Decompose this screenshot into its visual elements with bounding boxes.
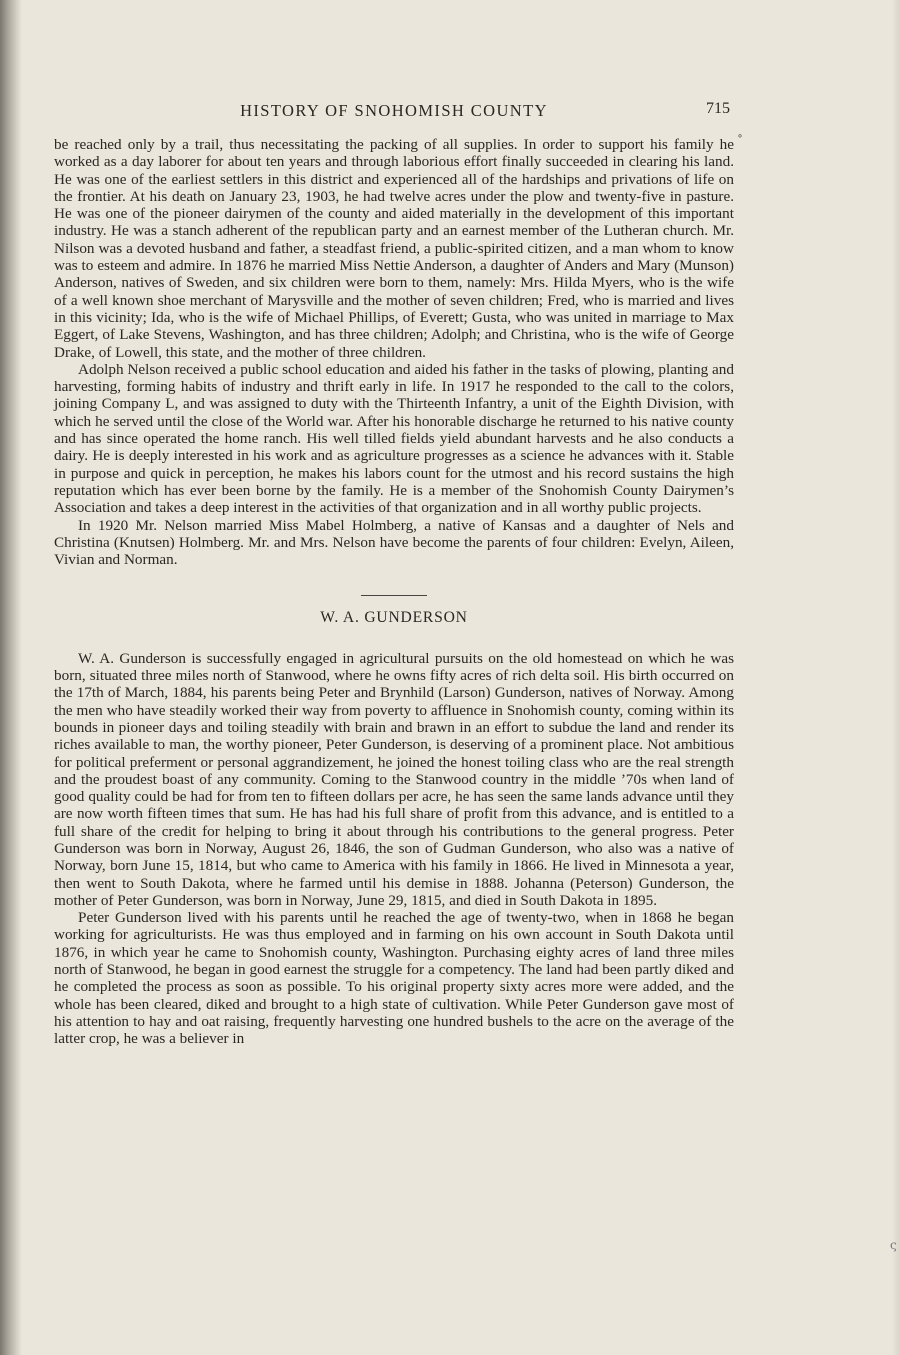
paragraph-peter-gunderson: Peter Gunderson lived with his parents until he reached the age of twenty-two, when in 1868 he began working for agriculturists. He was thus employed and in farming on his own account in South Dakota until 1876, in which year he came to Snohomish county, Washington. Purchasing eighty acres of land three miles north of Stanwood, he began in good earnest the struggle for a competency. The land had been partly diked and he completed the process as soon as possible. To his original property sixty acres more were added, and the whole has been cleared, diked and brought to a high state of cultivation. While Peter Gunderson gave most of his attention to hay and oat raising, frequently harvesting one hundred bushels to the acre on the average of the latter crop, he was a believer in — [54, 909, 734, 1048]
margin-mark: ˚ — [737, 134, 743, 148]
section-divider — [361, 595, 427, 596]
section-heading: W. A. GUNDERSON — [320, 609, 468, 627]
book-page — [54, 98, 734, 1048]
paragraph-continued: be reached only by a trail, thus necessitating the packing of all supplies. In order to support his family he worked as a day laborer for about ten years and through laborious effort finally succeeded in clearing his land. He was one of the earliest settlers in this district and experienced all of the hardships and privations of life on the frontier. At his death on January 23, 1903, he had twelve acres under the plow and twenty-five in pasture. He was one of the pioneer dairymen of the county and aided materially in the development of this important industry. He was a stanch adherent of the republican party and an earnest member of the Lutheran church. Mr. Nilson was a devoted husband and father, a steadfast friend, a public-spirited citizen, and a man whom to know was to esteem and admire. In 1876 he married Miss Nettie Anderson, a daughter of Anders and Mary (Munson) Anderson, natives of Sweden, and six children were born to them, namely: Mrs. Hilda Myers, who is the wife of a well known shoe merchant of Marysville and the mother of seven children; Fred, who is married and lives in this vicinity; Ida, who is the wife of Michael Phillips, of Everett; Gusta, who was united in marriage to Max Eggert, of Lake Stevens, Washington, and has three children; Adolph; and Christina, who is the wife of George Drake, of Lowell, this state, and the mother of three children. — [54, 136, 734, 361]
paragraph-gunderson-intro: W. A. Gunderson is successfully engaged in agricultural pursuits on the old homestead on which he was born, situated three miles north of Stanwood, where he owns fifty acres of rich delta soil. His birth occurred on the 17th of March, 1884, his parents being Peter and Brynhild (Larson) Gunderson, natives of Norway. Among the men who have steadily worked their way from poverty to affluence in Snohomish county, coming within its bounds in pioneer days and toiling steadily with brain and brawn in an effort to subdue the land and render its riches available to man, the worthy pioneer, Peter Gunderson, is deserving of a prominent place. Not ambitious for political preferment or personal aggrandizement, he joined the honest toiling class who are the real strength and the proudest boast of any community. Coming to the Stanwood country in the middle ’70s when land of good quality could be had for from ten to fifteen dollars per acre, he has seen the same lands advance until they are now worth fifteen times that sum. He has had his full share of profit from this advance, and is entitled to a full share of the credit for helping to bring it about through his contributions to the general progress. Peter Gunderson was born in Norway, August 26, 1846, the son of Gudman Gunderson, who also was a native of Norway, born June 15, 1814, but who came to America with his family in 1866. He lived in Minnesota a year, then went to South Dakota, where he farmed until his demise in 1888. Johanna (Peterson) Gunderson, the mother of Peter Gunderson, was born in Norway, June 29, 1815, and died in South Dakota in 1895. — [54, 649, 734, 909]
paragraph-adolph-nelson: Adolph Nelson received a public school education and aided his father in the tasks of plowing, planting and harvesting, forming habits of industry and thrift early in life. In 1917 he responded to the call to the colors, joining Company L, and was assigned to duty with the Thirteenth Infantry, a unit of the Eighth Division, with which he served until the close of the World war. After his honorable discharge he returned to his native county and has since operated the home ranch. His well tilled fields yield abundant harvests and he also conducts a dairy. He is deeply interested in his work and as agriculture progresses as a science he advances with it. Stable in purpose and quick in perception, he makes his labors count for the utmost and his record sustains the high reputation which has ever been borne by the family. He is a member of the Snohomish County Dairymen’s Association and takes a deep interest in the activities of that organization and in all worthy public projects. — [54, 360, 734, 517]
edge-mark: ς — [890, 1238, 897, 1252]
page-edge — [892, 0, 900, 1355]
running-title: HISTORY OF SNOHOMISH COUNTY — [240, 101, 548, 120]
binding-shadow — [0, 0, 22, 1355]
running-head — [54, 98, 734, 120]
paragraph-nelson-marriage: In 1920 Mr. Nelson married Miss Mabel Holmberg, a native of Kansas and a daughter of Nels and Christina (Knutsen) Holmberg. Mr. and Mrs. Nelson have become the parents of four children: Evelyn, Aileen, Vivian and Norman. — [54, 516, 734, 569]
page-number: 715 — [706, 100, 730, 117]
